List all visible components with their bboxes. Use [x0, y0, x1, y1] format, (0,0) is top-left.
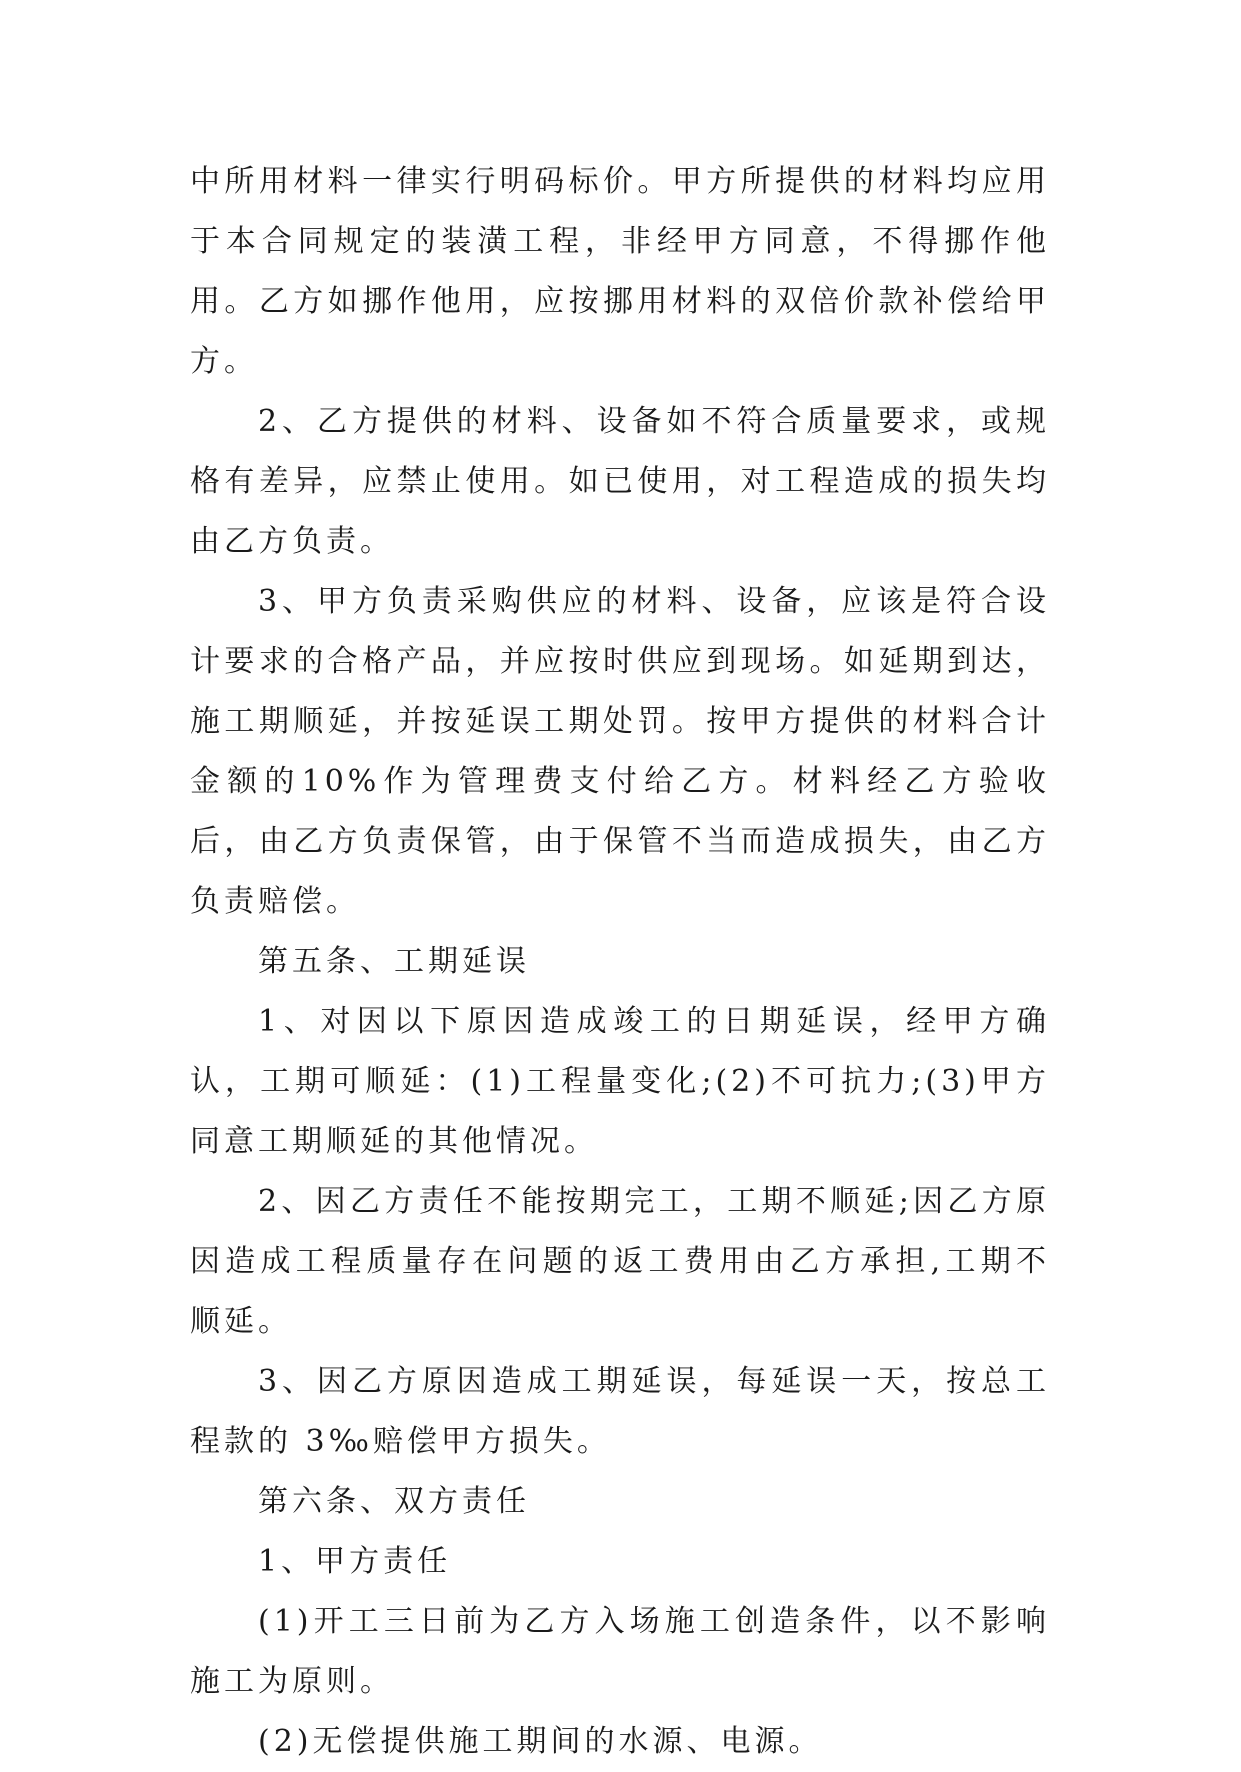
- contract-paragraph-delay-extension: 1、对因以下原因造成竣工的日期延误，经甲方确认，工期可顺延：(1)工程量变化;(2)不可抗力;(3)甲方同意工期顺延的其他情况。: [190, 1004, 1050, 1159]
- document-page: [190, 152, 1050, 1772]
- contract-paragraph-client-materials: 3、甲方负责采购供应的材料、设备，应该是符合设计要求的合格产品，并应按时供应到现场。如延期到达，施工期顺延，并按延误工期处罚。按甲方提供的材料合计金额的10%作为管理费支付给乙方。材料经乙方验收后，由乙方负责保管，由于保管不当而造成损失，由乙方负责赔偿。: [190, 584, 1050, 919]
- section-heading-article-5: 第五条、工期延误: [258, 944, 530, 979]
- contract-paragraph-contractor-fault: 2、因乙方责任不能按期完工，工期不顺延;因乙方原因造成工程质量存在问题的返工费用由乙方承担,工期不顺延。: [190, 1184, 1050, 1339]
- section-heading-article-6: 第六条、双方责任: [258, 1484, 530, 1519]
- contract-paragraph-delay-penalty: 3、因乙方原因造成工期延误，每延误一天，按总工程款的 3‰赔偿甲方损失。: [190, 1364, 1050, 1459]
- contract-paragraph-materials-pricing: 中所用材料一律实行明码标价。甲方所提供的材料均应用于本合同规定的装潢工程，非经甲方同意，不得挪作他用。乙方如挪作他用，应按挪用材料的双倍价款补偿给甲方。: [190, 164, 1050, 379]
- subsection-heading-party-a: 1、甲方责任: [258, 1544, 452, 1579]
- contract-paragraph-supplier-materials: 2、乙方提供的材料、设备如不符合质量要求，或规格有差异，应禁止使用。如已使用，对工程造成的损失均由乙方负责。: [190, 404, 1050, 559]
- contract-item-site-conditions: (1)开工三日前为乙方入场施工创造条件，以不影响施工为原则。: [190, 1604, 1050, 1699]
- contract-item-utilities: (2)无偿提供施工期间的水源、电源。: [258, 1724, 823, 1759]
